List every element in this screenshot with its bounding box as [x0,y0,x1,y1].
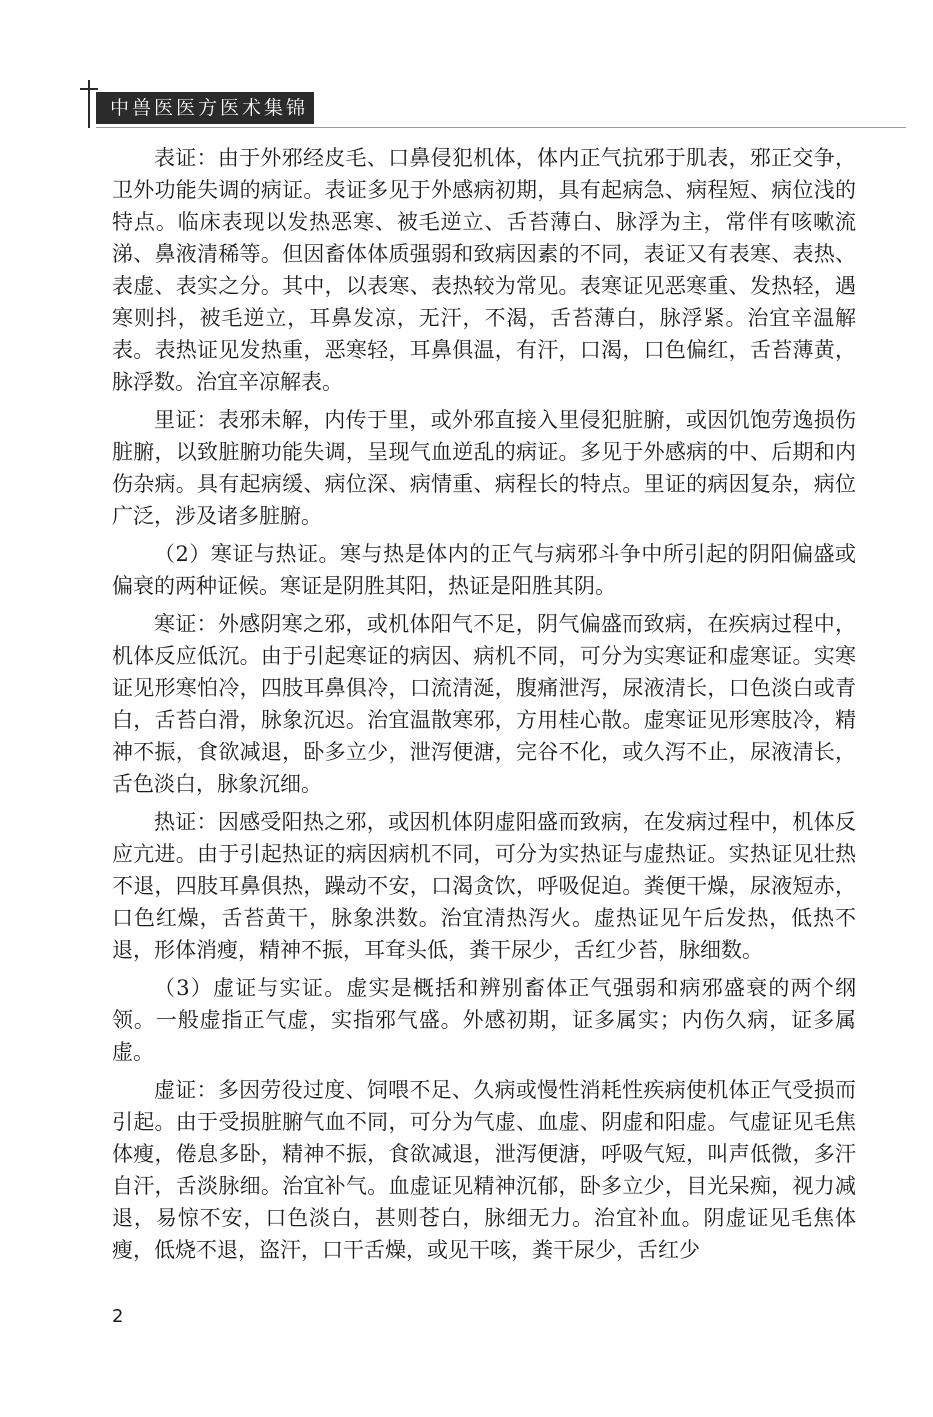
paragraph-interior-syndrome: 里证：表邪未解，内传于里，或外邪直接入里侵犯脏腑，或因饥饱劳逸损伤脏腑，以致脏腑功能失调，呈现气血逆乱的病证。多见于外感病的中、后期和内伤杂病。具有起病缓、病位深、病情重、病程长的特点。里证的病因复杂，病位广泛，涉及诸多脏腑。 [112,408,856,528]
page-number: 2 [112,1306,124,1327]
paragraph-cold-heat-overview: （2）寒证与热证。寒与热是体内的正气与病邪斗争中所引起的阴阳偏盛或偏衰的两种证候。寒证是阴胜其阳，热证是阳胜其阴。 [112,542,856,598]
running-header-title: 中兽医医方医术集锦 [110,97,309,119]
header-rule [96,127,906,128]
paragraph-heat-syndrome: 热证：因感受阳热之邪，或因机体阴虚阳盛而致病，在发病过程中，机体反应亢进。由于引起热证的病因病机不同，可分为实热证与虚热证。实热证见壮热不退，四肢耳鼻俱热，躁动不安，口渴贪饮，呼吸促迫。粪便干燥，尿液短赤，口色红燥，舌苔黄干，脉象洪数。治宜清热泻火。虚热证见午后发热，低热不退，形体消瘦，精神不振，耳耷头低，粪干尿少，舌红少苔，脉细数。 [112,810,856,962]
paragraph-deficiency-syndrome: 虚证：多因劳役过度、饲喂不足、久病或慢性消耗性疾病使机体正气受损而引起。由于受损脏腑气血不同，可分为气虚、血虚、阴虚和阳虚。气虚证见毛焦体瘦，倦息多卧，精神不振，食欲减退，泄泻便溏，呼吸气短，叫声低微，多汗自汗，舌淡脉细。治宜补气。血虚证见精神沉郁，卧多立少，目光呆痴，视力减退，易惊不安，口色淡白，甚则苍白，脉细无力。治宜补血。阴虚证见毛焦体瘦，低烧不退，盗汗，口干舌燥，或见干咳，粪干尿少，舌红少 [112,1078,856,1262]
body-text [112,142,856,1272]
header-corner-ornament-horizontal [80,88,98,90]
paragraph-cold-syndrome: 寒证：外感阴寒之邪，或机体阳气不足，阴气偏盛而致病，在疾病过程中，机体反应低沉。由于引起寒证的病因、病机不同，可分为实寒证和虚寒证。实寒证见形寒怕冷，四肢耳鼻俱冷，口流清涎，腹痛泄泻，尿液清长，口色淡白或青白，舌苔白滑，脉象沉迟。治宜温散寒邪，方用桂心散。虚寒证见形寒肢冷，精神不振，食欲减退，卧多立少，泄泻便溏，完谷不化，或久泻不止，尿液清长，舌色淡白，脉象沉细。 [112,612,856,796]
running-header [96,92,314,124]
paragraph-exterior-syndrome: 表证：由于外邪经皮毛、口鼻侵犯机体，体内正气抗邪于肌表，邪正交争，卫外功能失调的病证。表证多见于外感病初期，具有起病急、病程短、病位浅的特点。临床表现以发热恶寒、被毛逆立、舌苔薄白、脉浮为主，常伴有咳嗽流涕、鼻液清稀等。但因畜体体质强弱和致病因素的不同，表证又有表寒、表热、表虚、表实之分。其中，以表寒、表热较为常见。表寒证见恶寒重、发热轻，遇寒则抖，被毛逆立，耳鼻发凉，无汗，不渴，舌苔薄白，脉浮紧。治宜辛温解表。表热证见发热重，恶寒轻，耳鼻俱温，有汗，口渴，口色偏红，舌苔薄黄，脉浮数。治宜辛凉解表。 [112,146,856,394]
paragraph-deficiency-excess-overview: （3）虚证与实证。虚实是概括和辨别畜体正气强弱和病邪盛衰的两个纲领。一般虚指正气虚，实指邪气盛。外感初期，证多属实；内伤久病，证多属虚。 [112,976,856,1064]
